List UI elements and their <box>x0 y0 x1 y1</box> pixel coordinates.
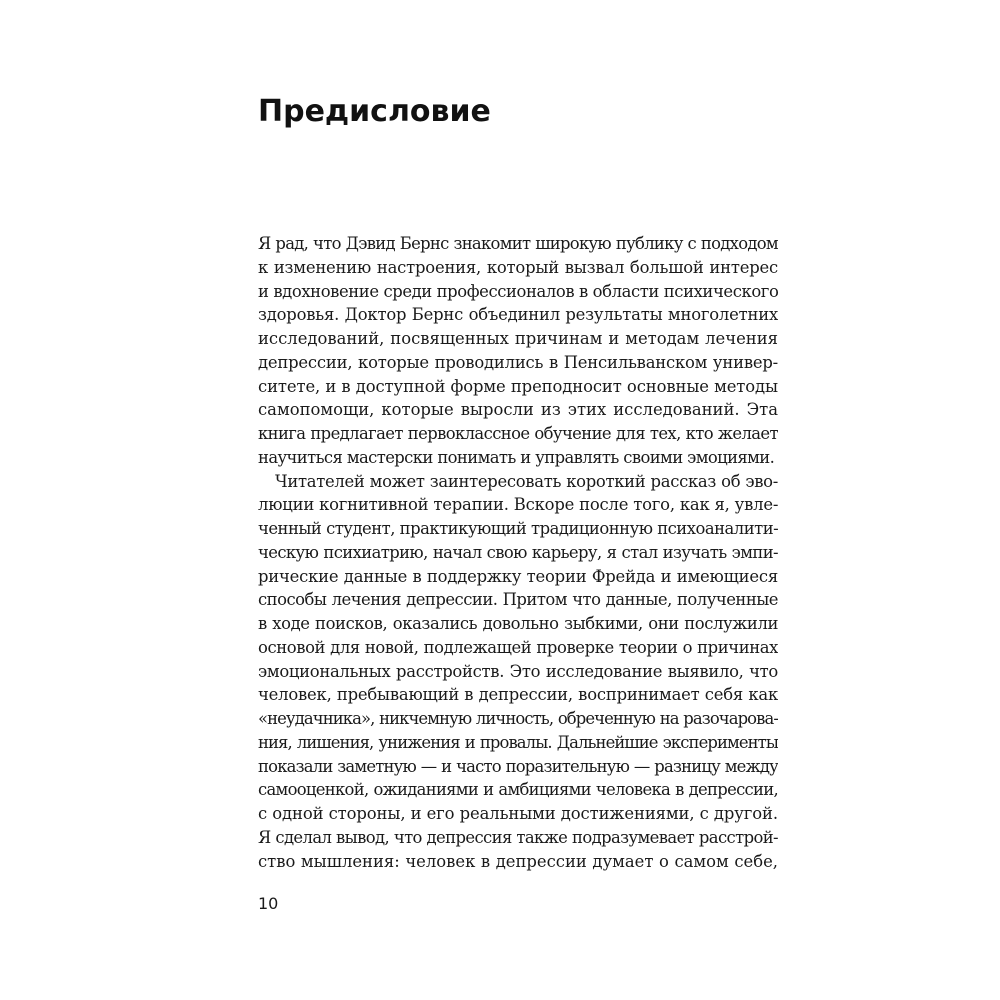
text-line: книга предлагает первоклассное обучение для тех, кто желает <box>258 424 778 443</box>
paragraph-2 <box>258 470 778 874</box>
text-line: и вдохновение среди профессионалов в области психического <box>258 281 778 301</box>
text-line: ния, лишения, унижения и провалы. Дальнейшие эксперименты <box>258 732 778 752</box>
text-line: показали заметную — и часто поразительную — разницу между <box>258 756 778 776</box>
text-line: «неудачника», никчемную личность, обреченную на разочарова- <box>258 709 778 728</box>
text-line: способы лечения депрессии. Притом что данные, полученные <box>258 590 778 610</box>
text-line: Я сделал вывод, что депрессия также подразумевает расстрой- <box>258 827 778 847</box>
text-line: здоровья. Доктор Бернс объединил результаты многолетних <box>258 305 778 325</box>
text-line: научиться мастерски понимать и управлять своими эмоциями. <box>258 447 775 467</box>
chapter-title: Предисловие <box>258 94 491 129</box>
text-line: основой для новой, подлежащей проверке теории о причинах <box>258 637 778 657</box>
text-line: самопомощи, которые выросли из этих исследований. Эта <box>258 400 778 420</box>
text-line: с одной стороны, и его реальными достижениями, с другой. <box>258 804 778 823</box>
body-text <box>258 232 778 873</box>
text-line: рические данные в поддержку теории Фрейда и имеющиеся <box>258 566 778 586</box>
text-line: Я рад, что Дэвид Бернс знакомит широкую публику с подходом <box>258 234 778 253</box>
paragraph-1 <box>258 232 778 470</box>
text-line: люции когнитивной терапии. Вскоре после того, как я, увле- <box>258 495 778 515</box>
text-line: исследований, посвященных причинам и методам лечения <box>258 329 778 348</box>
text-line: ситете, и в доступной форме преподносит основные методы <box>258 376 778 396</box>
text-line: ческую психиатрию, начал свою карьеру, я стал изучать эмпи- <box>258 542 778 562</box>
text-line: самооценкой, ожиданиями и амбициями человека в депрессии, <box>258 780 778 800</box>
text-line: Читателей может заинтересовать короткий рассказ об эво- <box>275 471 778 491</box>
text-line: в ходе поисков, оказались довольно зыбкими, они послужили <box>258 614 778 633</box>
text-line: ченный студент, практикующий традиционную психоаналити- <box>258 519 778 538</box>
text-line: человек, пребывающий в депрессии, воспринимает себя как <box>258 685 778 705</box>
text-line: ство мышления: человек в депрессии думает о самом себе, <box>258 851 778 871</box>
page-number: 10 <box>258 894 279 913</box>
text-line: эмоциональных расстройств. Это исследование выявило, что <box>258 661 778 681</box>
text-line: депрессии, которые проводились в Пенсильванском универ- <box>258 352 778 372</box>
text-line: к изменению настроения, который вызвал большой интерес <box>258 257 778 277</box>
